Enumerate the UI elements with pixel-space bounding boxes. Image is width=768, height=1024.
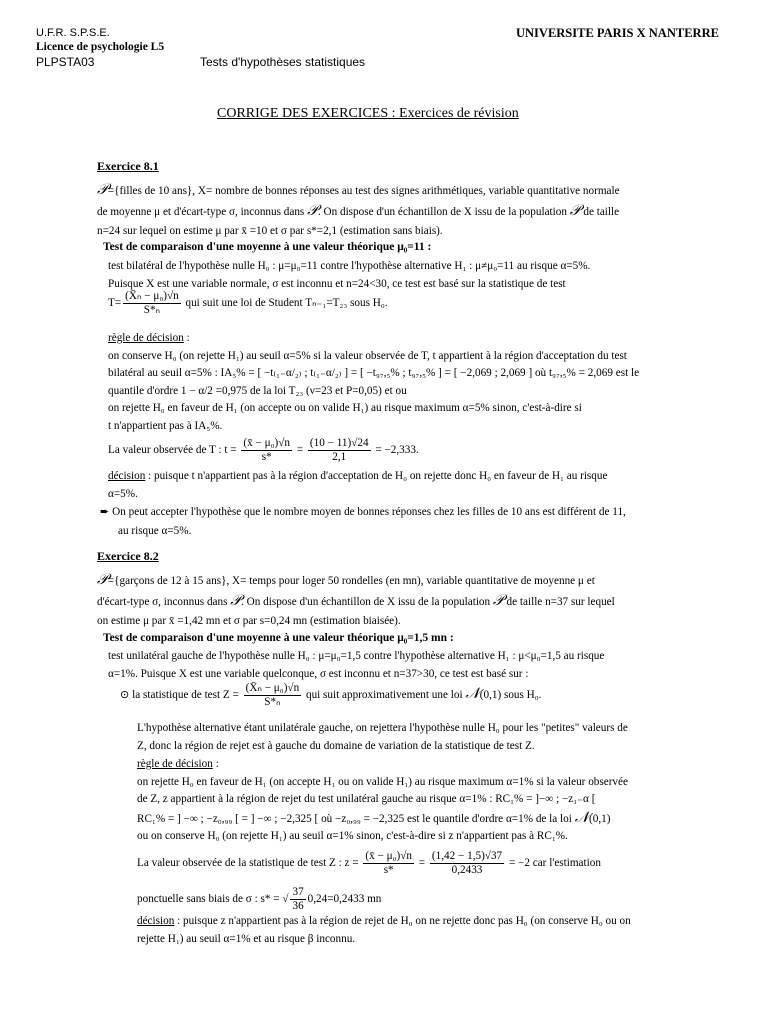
observed-value-8-2: La valeur observée de la statistique de test Z : z = $\frac{\text{(x̄ − μ₀)√n}}{s*}$ = $\frac{(1,42 - 1,5)√37}{0,2433}$ = −2 car l'estimation — [137, 850, 601, 876]
population-icon: 𝒫 — [492, 591, 504, 609]
alternative-hypothesis-8-2: L'hypothèse alternative étant unilatérale gauche, on rejettera l'hypothèse nulle H₀ pour les "petites" valeurs de Z, donc la région de rejet est à gauche du domaine de variation de la statistique de test Z. — [137, 722, 628, 752]
population-icon: 𝒫 — [307, 201, 318, 219]
population-icon: 𝒫 — [97, 570, 108, 588]
exercise-8-1-intro: 𝒫={filles de 10 ans}, X= nombre de bonnes réponses au test des signes arithmétiques, variable quantitative normale de moyenne μ et d'écart-type σ, inconnus dans 𝒫. On dispose d'un échantillon de X issu de la population 𝒫 de taille n=24 sur lequel on estime μ par x̄ =10 et σ par s*=2,1 (estimation sans biais). — [97, 180, 620, 237]
conclusion-8-1: ➨ On peut accepter l'hypothèse que le nombre moyen de bonnes réponses chez les filles de 10 ans est différent de 11, au risque α=5%. — [100, 506, 626, 537]
course-title: Tests d'hypothèses statistiques — [200, 55, 366, 69]
decision-rule-8-2: règle de décision : on rejette H₀ en faveur de H₁ (on accepte H₁ ou on valide H₁) au risque maximum α=1% si la valeur observée de Z, z appartient à la région de rejet du test unilatéral gauche au risque α=1% : RC₁% = ]−∞ ; −z₁₋α [ RC₁% = ] −∞ ; −z₀,₉₉ [ = ] −∞ ; −2,325 [ où −z₀,₉₉ = −2,325 est le quantile d'ordre α=1% de la loi 𝒩(0,1) ou on conserve H₀ (on rejette H₁) au seuil α=1% sinon, c'est-à-dire si z n'appartient pas à RC₁%. — [137, 758, 628, 842]
decision-8-1: décision : puisque t n'appartient pas à la région d'acceptation de H₀ on rejette donc H₀ en faveur de H₁ au risque α=5%. — [108, 470, 608, 500]
licence-label: Licence de psychologie L5 — [36, 41, 165, 53]
university-name: UNIVERSITE PARIS X NANTERRE — [516, 26, 719, 40]
page-title: CORRIGE DES EXERCICES : Exercices de révision — [217, 106, 519, 121]
test-text-8-1: test bilatéral de l'hypothèse nulle H₀ : μ=μ₀=11 contre l'hypothèse alternative H₁ : μ≠μ₀=11 au risque α=5%. Puisque X est une variable normale, σ est inconnu et n=24<30, ce test est basé sur la statistique de test — [108, 260, 591, 290]
population-icon: 𝒫 — [230, 591, 242, 609]
test-heading-8-2: Test de comparaison d'une moyenne à une valeur théorique μ₀=1,5 mn : — [103, 632, 454, 644]
population-icon: 𝒫 — [569, 201, 581, 219]
ufr-label: U.F.R. S.P.S.E. — [36, 27, 110, 39]
exercise-8-2-heading: Exercice 8.2 — [97, 549, 159, 563]
decision-rule-8-1: règle de décision : on conserve H₀ (on rejette H₁) au seuil α=5% si la valeur observée de T, t appartient à la région d'acceptation du test bilatéral au seuil α=5% : IA₅% = [ −t₍₁₋α/₂₎ ; t₍₁₋α/₂₎ ] = [ −t₉₇,₅% ; t₉₇,₅% ] = [ −2,069 ; 2,069 ] où t₉₇,₅% = 2,069 est le quantile d'ordre 1 − α/2 =0,975 de la loi T₂₃ (ν=23 et P=0,05) et ou on rejette H₀ en faveur de H₁ (on accepte ou on valide H₁) au risque maximum α=5% sinon, c'est-à-dire si t n'appartient pas à IA₅%. — [108, 332, 640, 432]
arrow-icon: ➨ — [100, 506, 110, 518]
exercise-8-1-heading: Exercice 8.1 — [97, 159, 159, 173]
exercise-8-2-intro: 𝒫={garçons de 12 à 15 ans}, X= temps pour loger 50 rondelles (en mn), variable quantitative de moyenne μ et d'écart-type σ, inconnus dans 𝒫. On dispose d'un échantillon de X issu de la population 𝒫 de taille n=37 sur lequel on estime μ par x̄ =1,42 mn et σ par s=0,24 mn (estimation biaisée). — [97, 570, 615, 627]
test-heading-8-1: Test de comparaison d'une moyenne à une valeur théorique μ₀=11 : — [103, 241, 432, 253]
normal-law-icon: 𝒩 — [465, 684, 480, 703]
test-text-8-2: test unilatéral gauche de l'hypothèse nulle H₀ : μ=μ₀=1,5 contre l'hypothèse alternative H₁ : μ<μ₀=1,5 au risque α=1%. Puisque X est une variable quelconque, σ est inconnu et n=37>30, ce test est basé sur : — [108, 650, 605, 680]
step-icon: ⊙ — [120, 689, 130, 702]
observed-value-8-1: La valeur observée de T : t = $\frac{\text{(x̄ − μ₀)√n}}{s*}$ = $\frac{(10 - 11)√24}{2,1}$ = −2,333. — [108, 437, 419, 463]
normal-law-icon: 𝒩 — [574, 807, 590, 826]
test-statistic-formula-8-2: ⊙ la statistique de test Z = $\frac{\text{(X̄ₙ − μ₀)√n}}{\text{S*ₙ}}$ qui suit approximativement une loi 𝒩(0,1) sous H₀. — [120, 682, 542, 708]
population-icon: 𝒫 — [97, 180, 108, 198]
point-estimate-8-2: ponctuelle sans biais de σ : s* = √ $\frac{37}{36}$ 0,24=0,2433 mn — [137, 886, 382, 912]
decision-8-2: décision : puisque z n'appartient pas à la région de rejet de H₀ on ne rejette donc pas H₀ (on conserve H₀ ou on rejette H₁) au seuil α=1% et au risque β inconnu. — [137, 915, 631, 945]
course-code: PLPSTA03 — [36, 55, 95, 69]
test-statistic-formula-8-1: T= $\frac{\text{(X̄ₙ − μ₀)√n}}{\text{S*ₙ}}$ qui suit une loi de Student Tₙ₋₁=T₂₃ sous H₀. — [108, 290, 388, 316]
